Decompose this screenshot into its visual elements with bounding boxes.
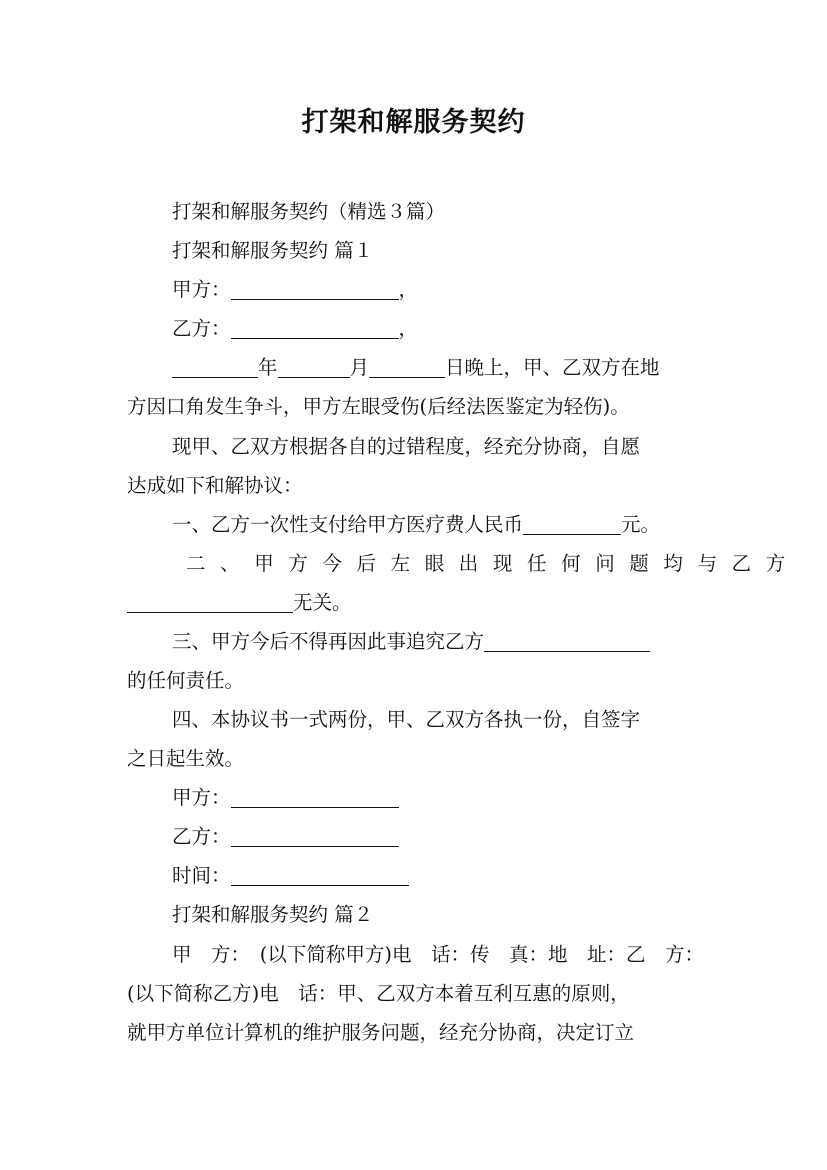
signature-a-label: 甲方：: [172, 786, 231, 809]
clause-1-unit: 元。: [621, 513, 661, 536]
negotiate-line-1: 现甲、乙双方根据各自的过错程度，经充分协商，自愿: [172, 435, 641, 458]
clause-3-line-1: [172, 629, 650, 655]
date-rest-text: 日晚上，甲、乙双方在地: [445, 356, 660, 379]
part1-heading: 打架和解服务契约 篇１: [172, 239, 374, 262]
year-label: 年: [258, 356, 278, 379]
party-b-comma: ，: [398, 317, 419, 340]
part2-line-1: 甲 方： (以下简称甲方)电 话：传 真：地 址：乙 方：: [172, 943, 704, 966]
signature-a-blank: [231, 787, 399, 808]
clause-2-blank: [127, 592, 293, 613]
part2-line-3: 就甲方单位计算机的维护服务问题，经充分协商，决定订立: [127, 1021, 635, 1044]
signature-b-label: 乙方：: [172, 825, 231, 848]
signature-time-blank: [231, 865, 409, 886]
clause-3-blank: [484, 631, 650, 652]
party-b-label: 乙方：: [172, 317, 231, 340]
clause-2-end: 无关。: [293, 591, 352, 614]
clause-1-text: 一、乙方一次性支付给甲方医疗费人民币: [172, 513, 524, 536]
clause-4-line-2: 之日起生效。: [127, 747, 245, 770]
signature-a-line: [172, 785, 399, 811]
year-blank: [172, 357, 258, 378]
part2-line-2: (以下简称乙方)电 话：甲、乙双方本着互利互惠的原则，: [127, 982, 630, 1005]
clause-3-line-2: 的任何责任。: [127, 669, 245, 692]
signature-time-line: [172, 863, 409, 889]
amount-blank: [523, 514, 621, 535]
party-b-blank: [231, 318, 399, 339]
party-a-comma: ，: [398, 278, 419, 301]
party-a-line: [172, 277, 418, 303]
month-blank: [278, 357, 350, 378]
party-b-line: [172, 316, 418, 342]
date-line: [172, 355, 660, 381]
signature-b-blank: [231, 826, 399, 847]
signature-b-line: [172, 824, 399, 850]
negotiate-line-2: 达成如下和解协议：: [127, 474, 303, 497]
signature-time-label: 时间：: [172, 864, 231, 887]
month-label: 月: [349, 356, 370, 379]
clause-4-line-1: 四、本协议书一式两份，甲、乙双方各执一份，自签字: [172, 708, 641, 731]
party-a-label: 甲方：: [172, 278, 231, 301]
incident-line: 方因口角发生争斗，甲方左眼受伤(后经法医鉴定为轻伤)。: [127, 395, 630, 418]
document-title: 打架和解服务契约: [301, 107, 526, 138]
clause-2-line-2: [127, 590, 352, 616]
clause-1: [172, 512, 660, 538]
clause-3-text: 三、甲方今后不得再因此事追究乙方: [172, 630, 485, 653]
document-subtitle: 打架和解服务契约（精选３篇）: [172, 200, 446, 223]
party-a-blank: [231, 279, 399, 300]
part2-heading: 打架和解服务契约 篇２: [172, 903, 374, 926]
day-blank: [369, 357, 445, 378]
clause-2-line-1: 二、甲方今后左眼出现任何问题均与乙方: [186, 552, 800, 575]
